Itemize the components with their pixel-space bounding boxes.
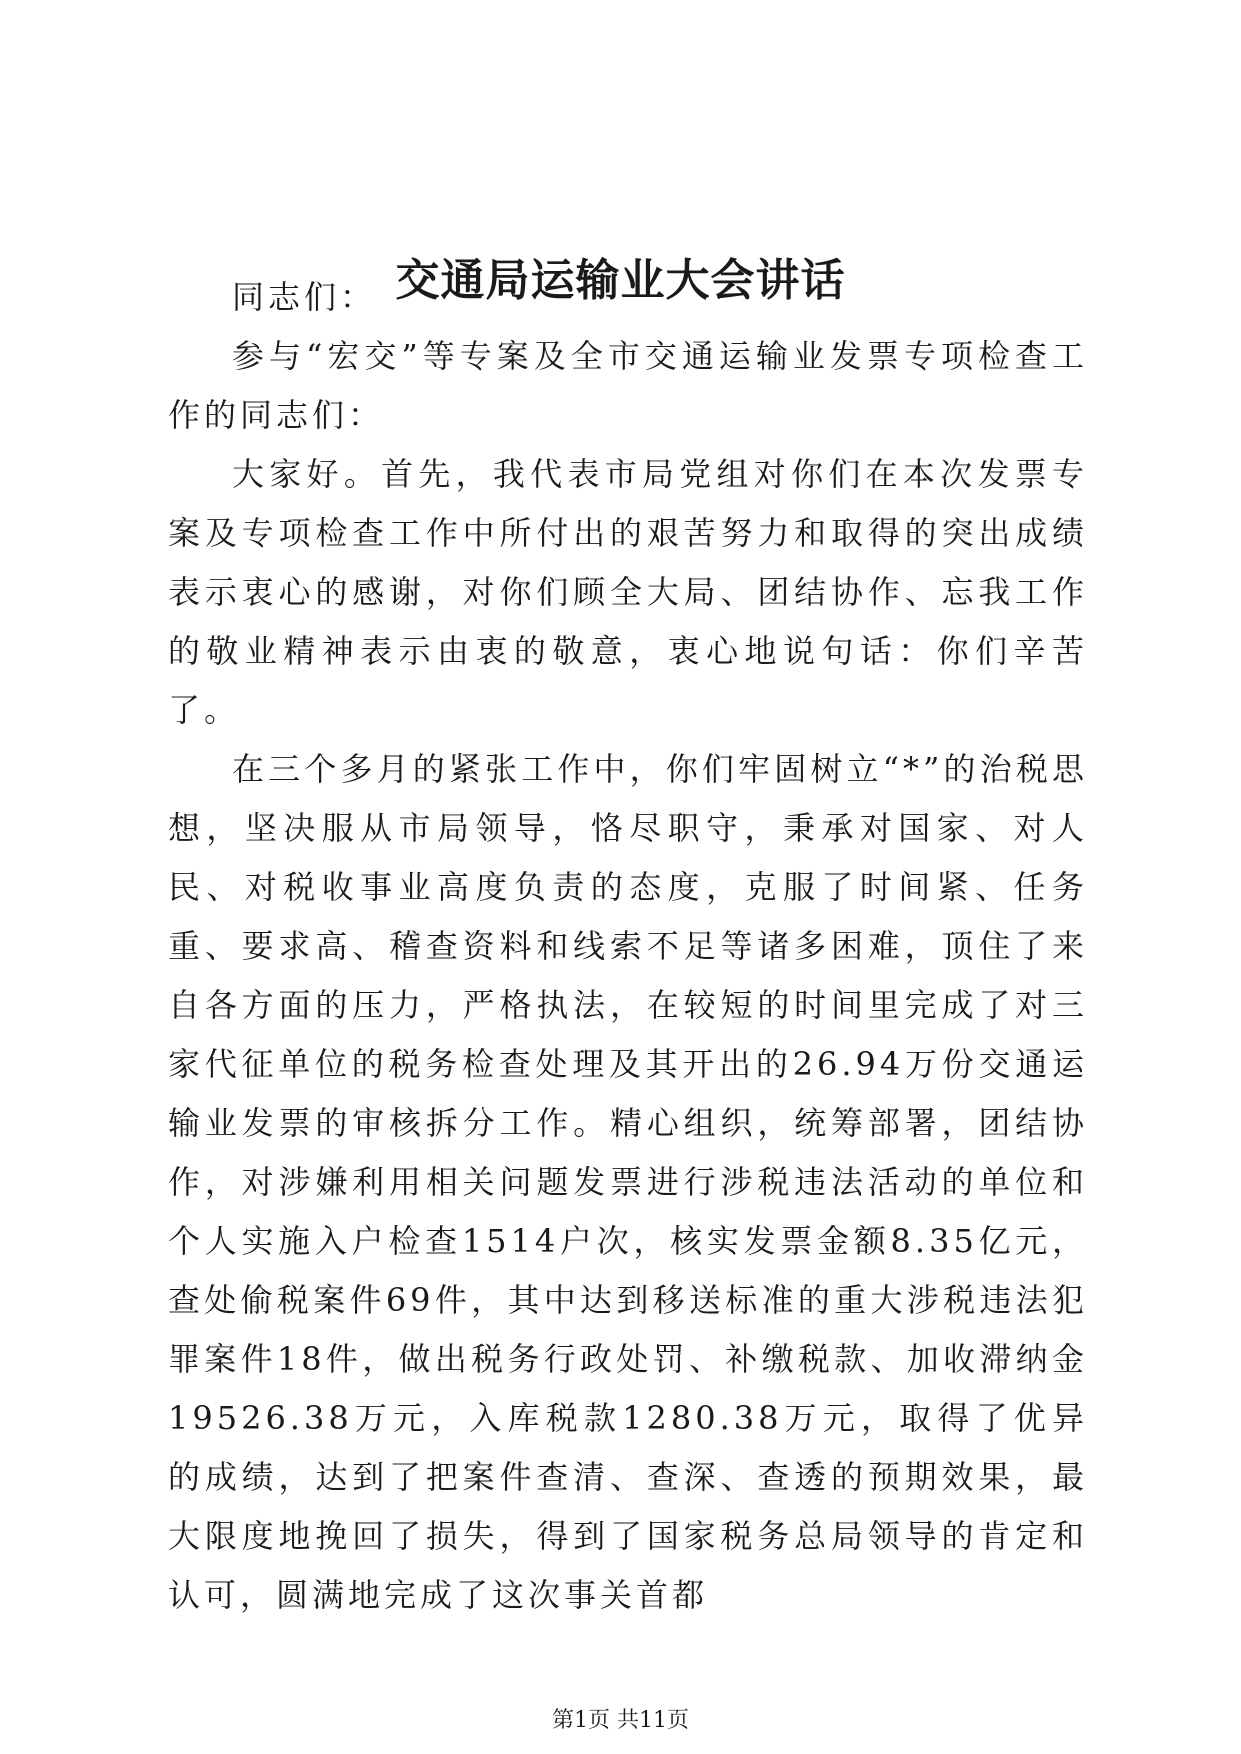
salutation: 同志们： <box>232 278 377 316</box>
document-body <box>168 268 1088 1625</box>
paragraph: 参与“宏交”等专案及全市交通运输业发票专项检查工作的同志们： <box>168 337 1088 434</box>
paragraph: 在三个多月的紧张工作中，你们牢固树立“*”的治税思想，坚决服从市局领导，恪尽职守，秉承对国家、对人民、对税收事业高度负责的态度，克服了时间紧、任务重、要求高、稽查资料和线索不足等诸多困难，顶住了来自各方面的压力，严格执法，在较短的时间里完成了对三家代征单位的税务检查处理及其开出的26.94万份交通运输业发票的审核拆分工作。精心组织，统筹部署，团结协作，对涉嫌利用相关问题发票进行涉税违法活动的单位和个人实施入户检查1514户次，核实发票金额8.35亿元，查处偷税案件69件，其中达到移送标准的重大涉税违法犯罪案件18件，做出税务行政处罚、补缴税款、加收滞纳金19526.38万元，入库税款1280.38万元，取得了优异的成绩，达到了把案件查清、查深、查透的预期效果，最大限度地挽回了损失，得到了国家税务总局领导的肯定和认可，圆满地完成了这次事关首都 <box>168 750 1088 1614</box>
paragraph: 大家好。首先，我代表市局党组对你们在本次发票专案及专项检查工作中所付出的艰苦努力和取得的突出成绩表示衷心的感谢，对你们顾全大局、团结协作、忘我工作的敬业精神表示由衷的敬意，衷心地说句话：你们辛苦了。 <box>168 455 1088 729</box>
document-title: 交通局运输业大会讲话 <box>395 255 846 307</box>
page-number-footer: 第1页 共11页 <box>552 1708 689 1733</box>
